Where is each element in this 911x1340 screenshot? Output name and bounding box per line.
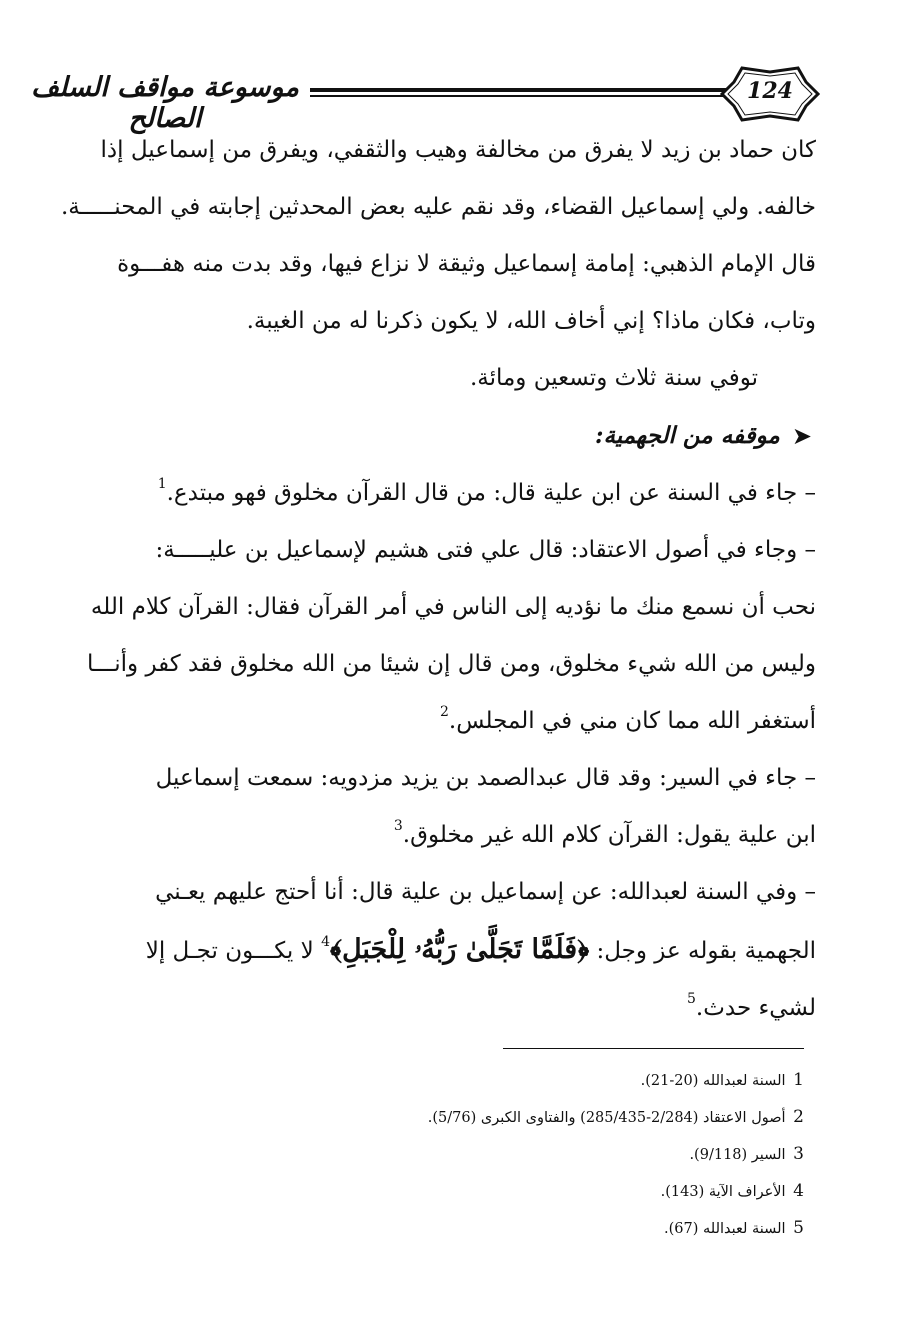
footnote-number: 1 bbox=[793, 1070, 804, 1090]
footnote-separator bbox=[503, 1048, 804, 1049]
text-line bbox=[56, 693, 816, 750]
page-header bbox=[30, 66, 815, 134]
footnote-text: السير (9/118). bbox=[689, 1147, 786, 1163]
text-line: نحب أن نسمع منك ما نؤديه إلى الناس في أمر القرآن فقال: القرآن كلام الله bbox=[90, 594, 816, 620]
footnote-ref: 5 bbox=[687, 991, 696, 1007]
text-span: ابن علية يقول: القرآن كلام الله غير مخلوق. bbox=[402, 822, 816, 848]
footnote bbox=[300, 1136, 804, 1173]
text-span: لشيء حدث. bbox=[695, 995, 816, 1021]
text-line: – جاء في السير: وقد قال عبدالصمد بن يزيد مزدويه: سمعت إسماعيل bbox=[155, 765, 816, 791]
footnote bbox=[300, 1210, 804, 1247]
text-line bbox=[56, 921, 816, 980]
main-text bbox=[56, 122, 816, 1037]
text-line bbox=[56, 465, 816, 522]
footnote-text: الأعراف الآية (143). bbox=[660, 1184, 786, 1200]
footnote-ref: 4 bbox=[321, 934, 330, 950]
footnote-ref: 1 bbox=[157, 476, 167, 492]
text-line: وليس من الله شيء مخلوق، ومن قال إن شيئا من الله مخلوق فقد كفر وأنـــا bbox=[87, 651, 816, 677]
footnote bbox=[300, 1099, 804, 1136]
text-line: – وفي السنة لعبدالله: عن إسماعيل بن علية قال: أنا أحتج عليهم يعـني bbox=[155, 879, 816, 905]
footnotes bbox=[300, 1062, 804, 1247]
arrow-bullet-icon: ➤ bbox=[791, 422, 812, 450]
page-number-badge bbox=[720, 66, 820, 122]
footnote-number: 3 bbox=[793, 1144, 804, 1164]
footnote-number: 4 bbox=[793, 1181, 804, 1201]
footnote bbox=[300, 1062, 804, 1099]
footnote-text: أصول الاعتقاد (2/284-285/435) والفتاوى الكبرى (5/76). bbox=[427, 1110, 786, 1126]
text-span: – جاء في السنة عن ابن علية قال: من قال القرآن مخلوق فهو مبتدع. bbox=[166, 480, 816, 506]
text-line: قال الإمام الذهبي: إمامة إسماعيل وثيقة لا نزاع فيها، وقد بدت منه هفـــوة bbox=[117, 251, 816, 277]
footnote-number: 2 bbox=[793, 1107, 804, 1127]
text-span: الجهمية بقوله عز وجل: bbox=[589, 938, 816, 964]
book-title: موسوعة مواقف السلف الصالح bbox=[31, 72, 299, 134]
section-heading-text: موقفه من الجهمية: bbox=[594, 422, 780, 449]
footnote-ref: 2 bbox=[439, 704, 449, 720]
text-line bbox=[56, 980, 816, 1037]
text-span: أستغفر الله مما كان مني في المجلس. bbox=[448, 708, 816, 734]
text-line: وتاب، فكان ماذا؟ إني أخاف الله، لا يكون ذكرنا له من الغيبة. bbox=[246, 308, 816, 334]
text-line: خالفه. ولي إسماعيل القضاء، وقد نقم عليه بعض المحدثين إجابته في المحنـــــة. bbox=[60, 194, 816, 220]
text-line bbox=[56, 807, 816, 864]
footnote bbox=[300, 1173, 804, 1210]
footnote-text: السنة لعبدالله (20-21). bbox=[640, 1073, 786, 1089]
section-heading bbox=[56, 407, 816, 465]
quran-verse: ﴿فَلَمَّا تَجَلَّىٰ رَبُّهُۥ لِلْجَبَلِ﴾ bbox=[330, 934, 590, 965]
footnote-ref: 3 bbox=[393, 818, 403, 834]
page-number: 124 bbox=[747, 78, 793, 104]
text-line: كان حماد بن زيد لا يفرق من مخالفة وهيب والثقفي، ويفرق من إسماعيل إذا bbox=[100, 137, 816, 163]
text-line: توفي سنة ثلاث وتسعين ومائة. bbox=[469, 365, 758, 391]
text-span: لا يكـــون تجـل إلا bbox=[145, 938, 322, 964]
text-line: – وجاء في أصول الاعتقاد: قال علي فتى هشيم لإسماعيل بن عليـــــة: bbox=[155, 537, 816, 563]
header-rule bbox=[310, 88, 732, 97]
footnote-number: 5 bbox=[793, 1218, 804, 1238]
footnote-text: السنة لعبدالله (67). bbox=[664, 1221, 786, 1237]
